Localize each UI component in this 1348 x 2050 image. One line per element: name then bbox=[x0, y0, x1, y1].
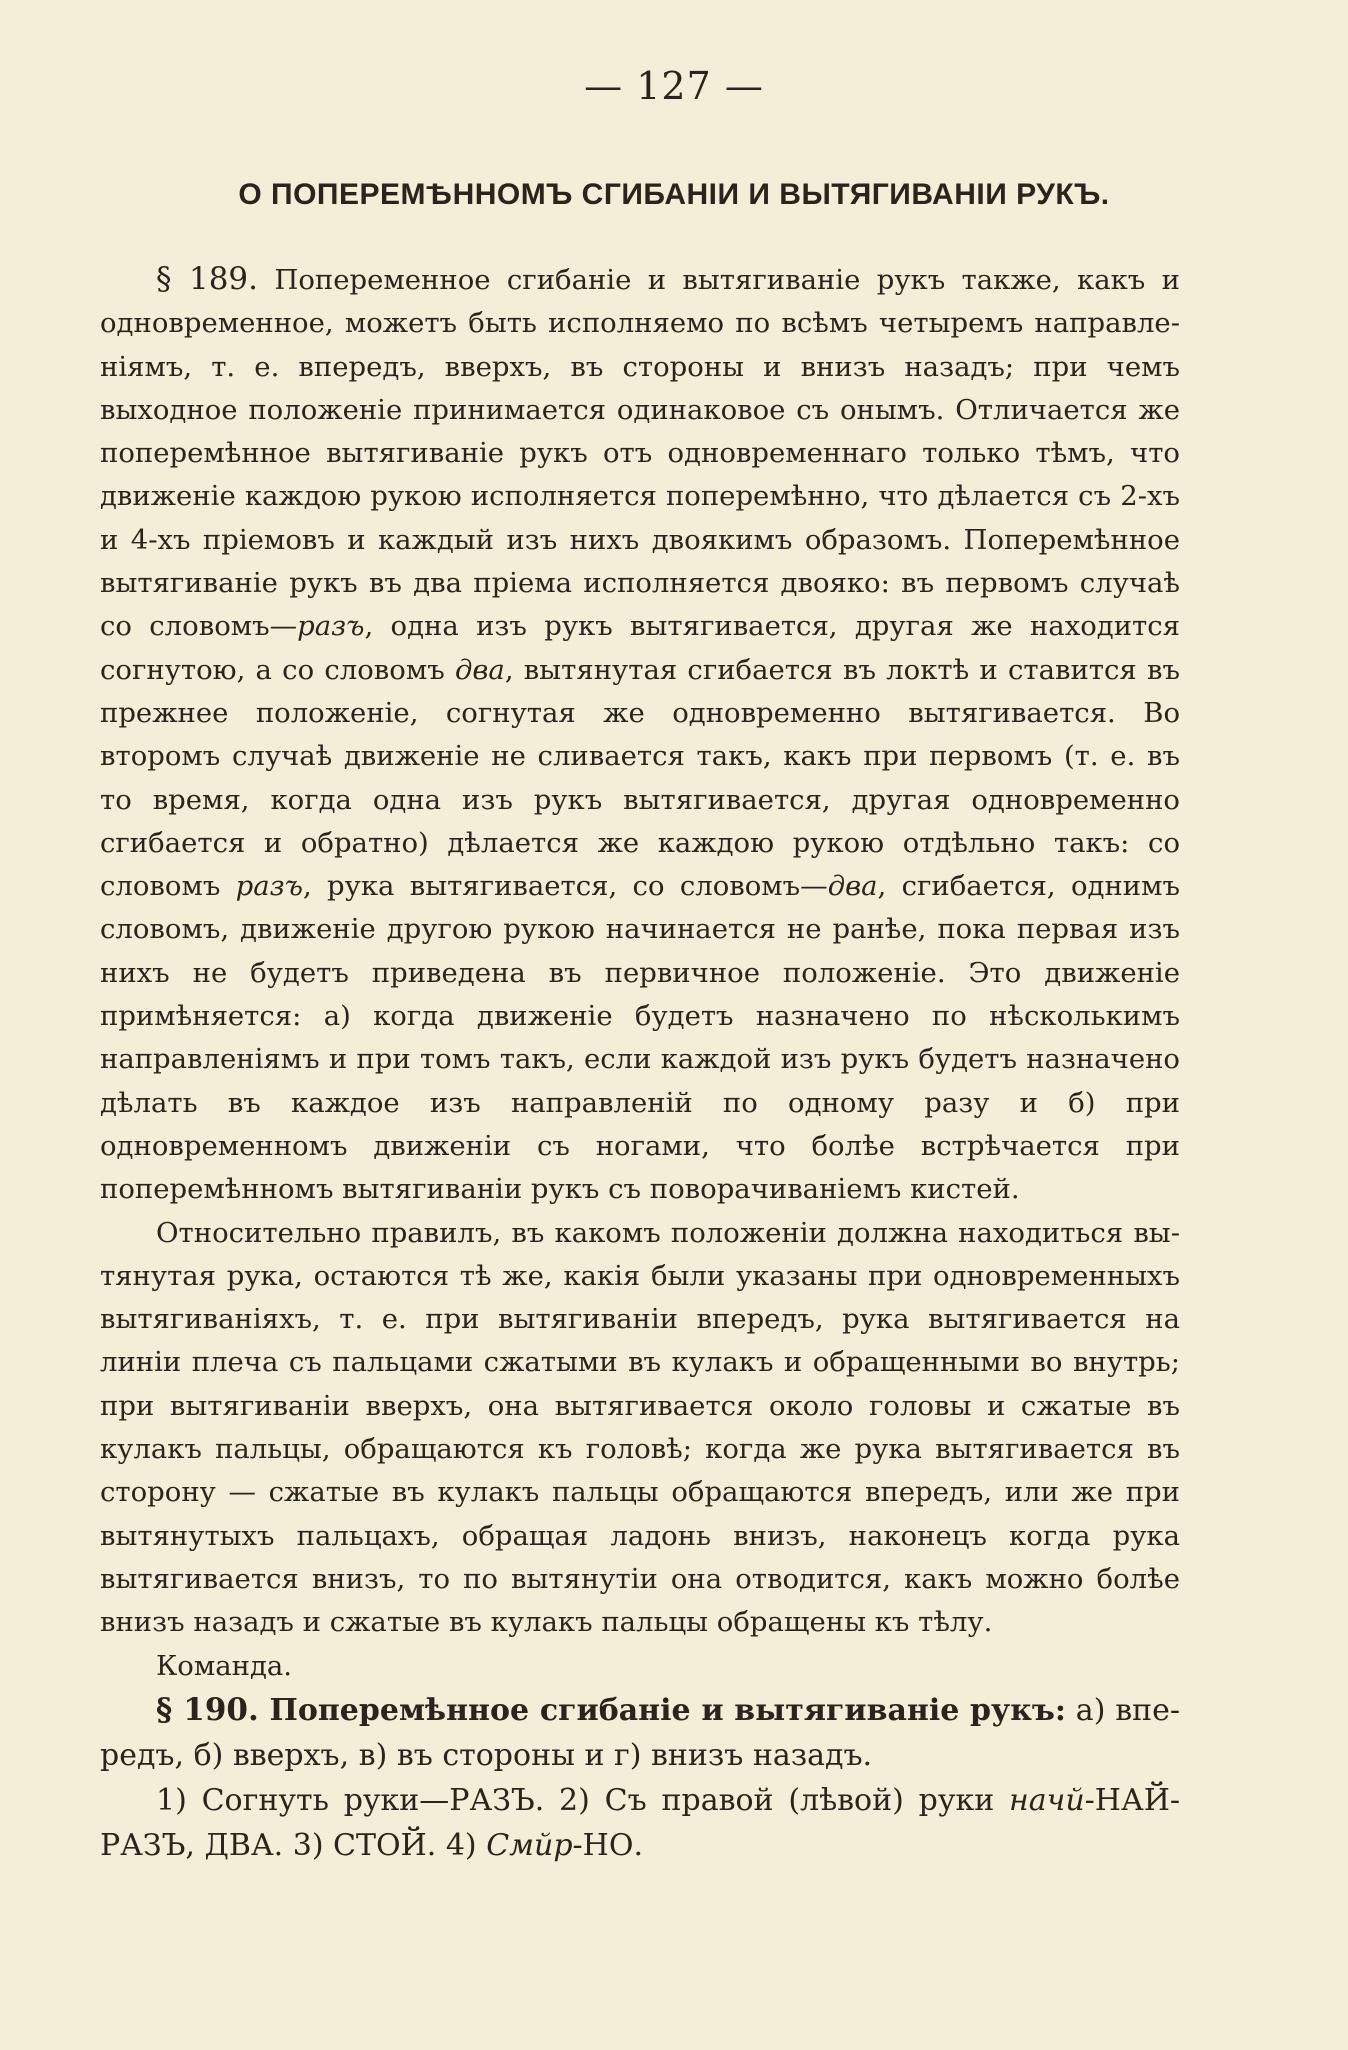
paragraph-189 bbox=[100, 258, 1180, 1212]
p3-text-1: 1) Согнуть руки—РАЗЪ. 2) Съ правой (лѣвой) руки bbox=[156, 1782, 1010, 1818]
p189-italic-2: два bbox=[454, 653, 505, 686]
p3-text-2: -НАЙРАЗЪ, ДВА. 3) СТОЙ. 4) bbox=[100, 1782, 1180, 1863]
p189-text-1: Попеременное сгибаніе и вытягиваніе рукъ также, какъ и одновременное, можетъ быть исполняемо по всѣмъ четыремъ направленіямъ, т. е. впередъ, вверхъ, въ стороны и внизъ назадъ; при чемъ выходное положеніе принимается одинаковое съ онымъ. Отличается же поперемѣнное вытягиваніе рукъ отъ одновременнаго только тѣмъ, что движеніе каждою рукою исполняется поперемѣнно, что дѣлается съ 2-хъ и 4-хъ пріемовъ и каждый изъ нихъ двоякимъ образомъ. Поперемѣнное вытягиваніе рукъ въ два пріема исполняется двояко: въ первомъ случаѣ со словомъ— bbox=[100, 264, 1180, 643]
paragraph-commands bbox=[100, 1778, 1180, 1868]
p189-italic-4: два bbox=[827, 870, 878, 903]
paragraph-rules: Относительно правилъ, въ какомъ положеніи должна находиться вытянутая рука, остаются тѣ же, какія были указаны при одновременныхъ вытягиваніяхъ, т. е. при вытягиваніи впередъ, рука вытягивается на линіи плеча съ пальцами сжатыми въ кулакъ и обращенными во внутрь; при вытягиваніи вверхъ, она вытягивается около головы и сжатые въ кулакъ пальцы, обращаются къ головѣ; когда же рука вытягивается въ сторону — сжатые въ кулакъ пальцы обращаются впередъ, или же при вытянутыхъ пальцахъ, обращая ладонь внизъ, наконецъ когда рука вытягивается внизъ, то по вытянутіи она отводится, какъ можно болѣе внизъ назадъ и сжатые въ кулакъ пальцы обращены къ тѣлу. bbox=[100, 1216, 1180, 1639]
p3-italic-1: начй bbox=[1009, 1782, 1085, 1818]
page-number: — 127 — bbox=[584, 64, 764, 108]
p3-italic-2: Смйр bbox=[486, 1827, 573, 1863]
page-body bbox=[100, 258, 1180, 1868]
command-label: Команда. bbox=[156, 1649, 293, 1682]
paragraph-190 bbox=[100, 1688, 1180, 1778]
p189-text-2: , одна изъ рукъ вытягивается, другая же находится согнутою, а со словомъ bbox=[100, 610, 1180, 686]
p190-bold-text: Поперемѣнное сгибаніе и вытягиваніе рукъ: bbox=[258, 1692, 1066, 1728]
section-title: О ПОПЕРЕМѢННОМЪ СГИБАНІИ И ВЫТЯГИВАНІИ РУКЪ. bbox=[238, 178, 1110, 211]
p189-text-5: , сгибается, однимъ словомъ, движеніе другою рукою начинается не ранѣе, пока первая изъ нихъ не будетъ приведена въ первичное положеніе. Это движеніе примѣняется: а) когда движеніе будетъ назначено по нѣсколькимъ направленіямъ и при томъ такъ, если каждой изъ рукъ будетъ назначено дѣлать въ каждое изъ направленій по одному разу и б) при одновременномъ движеніи съ ногами, что болѣе встрѣчается при поперемѣнномъ вытягиваніи рукъ съ поворачиваніемъ кистей. bbox=[100, 870, 1180, 1206]
p189-text-4: , рука вытягивается, со словомъ— bbox=[303, 870, 828, 903]
p3-text-3: -НО. bbox=[572, 1827, 643, 1863]
p189-italic-3: разъ bbox=[235, 870, 303, 903]
section-number-190: § 190. bbox=[156, 1691, 259, 1728]
p189-text-3: , вытянутая сгибается въ локтѣ и ставится въ прежнее положеніе, согнутая же одновременно вытягивается. Во второмъ случаѣ движеніе не сливается такъ, какъ при первомъ (т. е. въ то время, когда одна изъ рукъ вытягивается, другая одновременно сгибается и обратно) дѣлается же каждою рукою отдѣльно такъ: со словомъ bbox=[100, 653, 1180, 903]
section-number-189: § 189. bbox=[156, 261, 258, 297]
p190-text: а) впередъ, б) вверхъ, в) въ стороны и г) внизъ назадъ. bbox=[100, 1692, 1180, 1773]
p189-italic-1: разъ bbox=[297, 610, 365, 643]
